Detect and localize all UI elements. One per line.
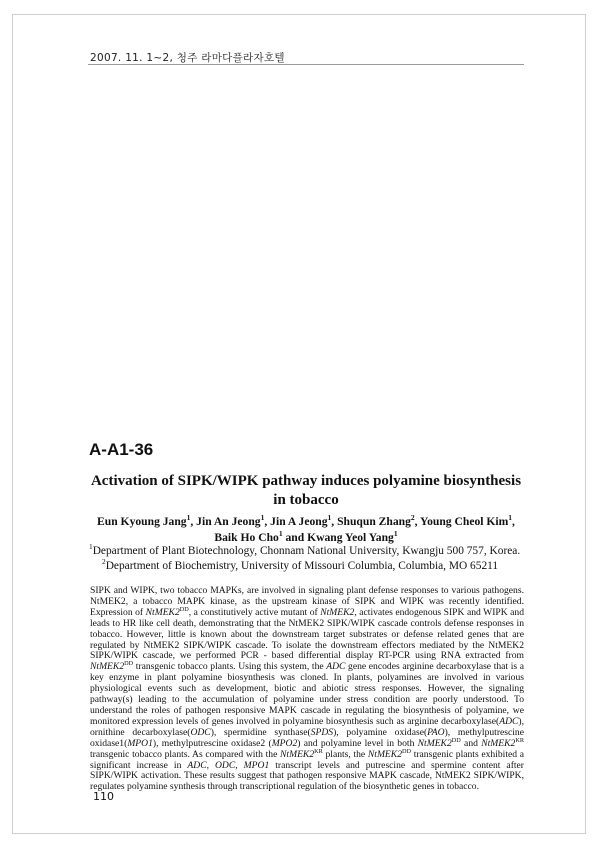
affil-mark: 1 (260, 513, 265, 523)
affiliation-text: Department of Plant Biotechnology, Chonnam National University, Kwangju 500 757, Korea. (92, 545, 521, 557)
gene-name: NtMEK2 (320, 606, 355, 618)
author-text: , Shuqun Zhang (331, 515, 411, 528)
superscript: DD (402, 747, 412, 755)
abstract-text: transcript levels and putrescine and spermine content after SIPK/WIPK activation. These results suggest that pathogen responsive MAPK cascade, NtMEK2 SIPK/WIPK, regulates polyamine synthesis through transcriptional regulation of the biosynthetic genes in tobacco. (90, 759, 525, 793)
abstract-text: transgenic tobacco plants. As compared with the (90, 748, 281, 760)
affil-mark: 2 (102, 557, 106, 567)
abstract-text: and (460, 737, 482, 749)
abstract-text: ), methylputrescine oxidase1( (90, 726, 524, 749)
author-list (90, 514, 522, 546)
affiliation-2 (102, 559, 534, 574)
running-header: 2007. 11. 1~2, 청주 라마다플라자호텔 (90, 52, 285, 64)
page-number: 110 (93, 790, 114, 803)
gene-name: MPO2 (271, 737, 298, 749)
gene-name: ADC (326, 661, 346, 673)
affil-mark: 1 (186, 513, 191, 523)
affiliation-text: Department of Biochemistry, University of Missouri Columbia, Columbia, MO 65211 (105, 560, 499, 572)
affil-mark: 1 (89, 542, 93, 552)
abstract-text: ), spermidine synthase( (210, 726, 311, 738)
gene-name: NtMEK2 (367, 748, 402, 760)
gene-name: NtMEK2 (90, 661, 125, 673)
gene-name: NtMEK2 (145, 606, 180, 618)
abstract-code: A-A1-36 (89, 440, 154, 459)
gene-name: ADC (187, 759, 207, 771)
abstract-text: ), polyamine oxidase( (333, 726, 428, 738)
gene-name: PAO (427, 726, 445, 738)
abstract-text: ), ornithine decarboxylase( (90, 715, 524, 738)
gene-name: MPO1 (243, 759, 270, 771)
gene-name: MPO1 (127, 737, 153, 749)
author-text: and Kwang Yeol Yang (282, 531, 394, 544)
superscript: DD (124, 660, 134, 668)
abstract-text: , (206, 759, 215, 771)
paper-title: Activation of SIPK/WIPK pathway induces polyamine biosynthesis in tobacco (90, 473, 522, 508)
gene-name: NtMEK2 (417, 737, 452, 749)
gene-name: NtMEK2 (481, 737, 516, 749)
superscript: KR (515, 736, 524, 744)
gene-name: ADC (499, 715, 519, 727)
header-rule (88, 64, 524, 65)
abstract-text: transgenic tobacco plants. Using this system, the (133, 661, 327, 673)
author-text: , Jin A Jeong (264, 515, 328, 528)
author-text: Eun Kyoung Jang (97, 515, 187, 528)
affil-mark: 1 (278, 529, 283, 539)
superscript: KR (314, 747, 323, 755)
affil-mark: 1 (508, 513, 513, 523)
author-text: , Young Cheol Kim (414, 515, 509, 528)
affil-mark: 1 (327, 513, 332, 523)
abstract-body (90, 586, 524, 793)
superscript: DD (451, 736, 461, 744)
abstract-text: plants, the (322, 748, 368, 760)
superscript: DD (179, 605, 189, 613)
gene-name: ODC (215, 759, 236, 771)
author-text: , (512, 515, 515, 528)
gene-name: SPDS (310, 726, 334, 738)
affiliation-1 (89, 544, 521, 559)
affil-mark: 1 (393, 529, 398, 539)
abstract-text: , a constitutively active mutant of (188, 606, 321, 618)
abstract-text: SIPK and WIPK, two tobacco MAPKs, are involved in signaling plant defense responses to various pathogens. NtMEK2, a tobacco MAPK kinase, as the upstream kinase of SIPK and WIPK was recently identified. Expression of (90, 585, 524, 618)
abstract-text: gene encodes arginine decarboxylase that is a key enzyme in plant polyamine biosynthesis was cloned. In plants, polyamines are involved in various physiological events such as development, biotic and abiotic stress responses. However, the signaling pathway(s) leading to the accumulation of polyamine under stress condition are poorly understood. To understand the roles of pathogen responsive MAPK cascade in regulating the biosynthesis of polyamine, we monitored expression levels of genes involved in polyamine biosynthesis such as arginine decarboxylase( (90, 661, 524, 727)
author-text: , Jin An Jeong (190, 515, 261, 528)
abstract-text: transgenic plants exhibited a significant increase in (90, 748, 525, 771)
author-text: Baik Ho Cho (214, 531, 279, 544)
gene-name: ODC (190, 726, 211, 738)
affil-mark: 2 (410, 513, 415, 523)
abstract-text: ), methylputrescine oxidase2 ( (152, 737, 272, 749)
gene-name: NtMEK2 (280, 748, 315, 760)
abstract-text: ) and polyamine level in both (297, 737, 418, 749)
abstract-text: , (235, 759, 244, 771)
abstract-text: , activates endogenous SIPK and WIPK and leads to HR like cell death, demonstrating that the NtMEK2 SIPK/WIPK cascade controls defense responses in tobacco. However, little is known about the downstream target substrates or defense related genes that are regulated by NtMEK2 SIPK/WIPK cascade. To isolate the downstream effectors mediated by the NtMEK2 SIPK/WIPK cascade, we performed PCR - based differential display RT-PCR using RNA extracted from (90, 606, 525, 662)
